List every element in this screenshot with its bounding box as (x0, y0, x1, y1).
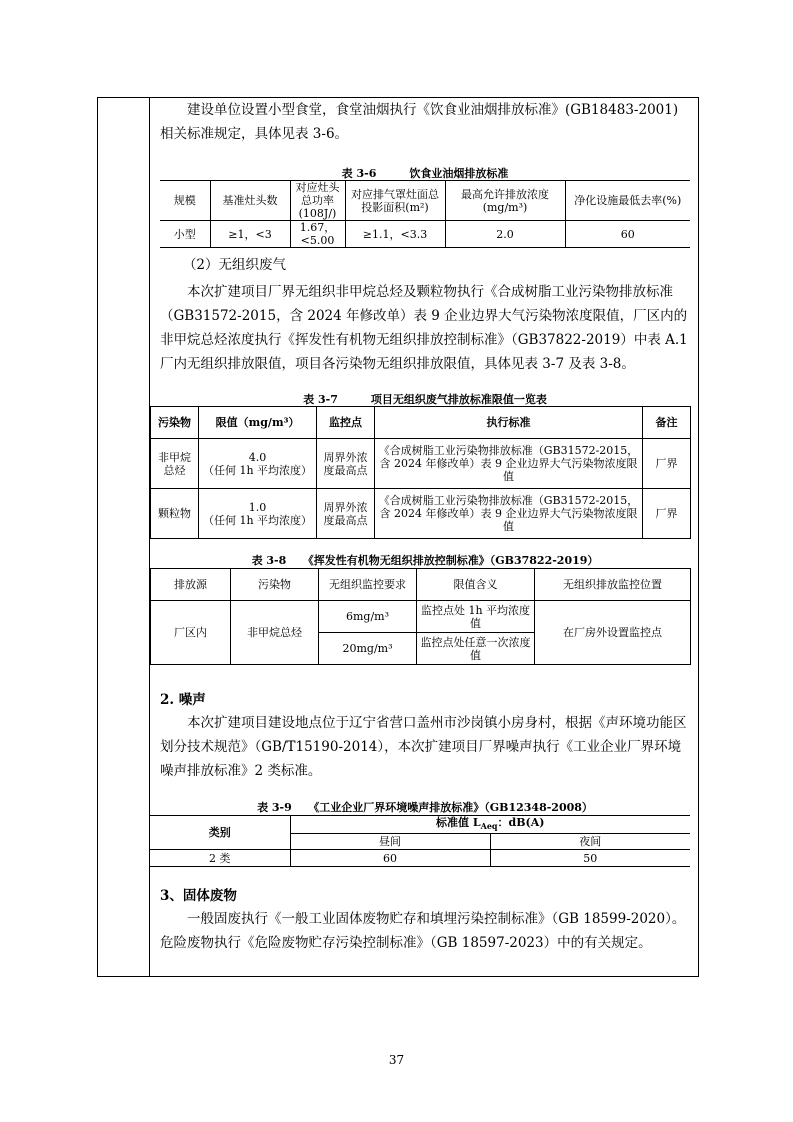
table-3-6-caption: 表 3-6 饮食业油烟排放标准 (341, 167, 509, 180)
table-row (160, 181, 690, 221)
table-row (150, 850, 690, 867)
noise-paragraph: 本次扩建项目建设地点位于辽宁省营口盖州市沙岗镇小房身村，根据《声环境功能区划分技术规范》（GB/T15190-2014），本次扩建项目厂界噪声执行《工业企业厂界环境噪声排放标准》2 类标准。 (160, 715, 687, 779)
cell-night: 50 (490, 850, 690, 867)
solid-waste-section (160, 884, 690, 955)
th-limit: 限值（mg/m³） (199, 407, 317, 439)
th-category: 类别 (150, 816, 290, 850)
th-remark: 备注 (643, 407, 691, 439)
unorganized-heading: （2）无组织废气 (182, 257, 287, 273)
th-standard: 执行标准 (375, 407, 643, 439)
table-row (151, 407, 691, 439)
cell-standard: 《合成树脂工业污染物排放标准（GB31572-2015，含 2024 年修改单）表 9 企业边界大气污染物浓度限值 (375, 489, 643, 539)
table-row (151, 489, 691, 539)
cell-requirement: 6mg/m³ (319, 601, 417, 633)
table-3-9-caption: 表 3-9 《工业企业厂界环境噪声排放标准》（GB12348-2008） (257, 801, 593, 814)
solid-waste-paragraph: 一般固废执行《一般工业固体废物贮存和填埋污染控制标准》（GB 18599-2020）。危险废物执行《危险废物贮存污染控制标准》（GB 18597-2023）中的有关规定。 (160, 911, 686, 951)
th-pollutant: 污染物 (231, 569, 319, 601)
th-point: 监控点 (317, 407, 375, 439)
table-3-9 (150, 815, 690, 867)
noise-section (160, 688, 690, 783)
th-source: 排放源 (151, 569, 231, 601)
th-day: 昼间 (290, 834, 490, 850)
table-row (150, 816, 690, 834)
cell-remark: 厂界 (643, 489, 691, 539)
cell-source: 厂区内 (151, 601, 231, 665)
page-number: 37 (388, 1053, 405, 1067)
th-requirement: 无组织监控要求 (319, 569, 417, 601)
table-row (151, 601, 691, 633)
table-3-8 (150, 568, 691, 665)
limit-value: 1.0 (248, 500, 267, 514)
th-removal-rate: 净化设施最低去率(%) (565, 181, 690, 221)
limit-note: （任何 1h 平均浓度） (202, 513, 313, 527)
cell-point: 周界外浓度最高点 (317, 439, 375, 489)
th-standard-value (290, 816, 690, 834)
intro-paragraph: 建设单位设置小型食堂，食堂油烟执行《饮食业油烟排放标准》(GB18483-2001)相关标准规定，具体见表 3-6。 (160, 102, 679, 142)
std-subscript: Aeq (480, 821, 498, 832)
cell-point: 周界外浓度最高点 (317, 489, 375, 539)
cell-removal: 60 (565, 221, 690, 248)
table-3-7-caption: 表 3-7 项目无组织废气排放标准限值一览表 (303, 393, 547, 406)
th-base-burners: 基准灶头数 (210, 181, 290, 221)
cell-power: 1.67，<5.00 (290, 221, 345, 248)
std-unit: ：dB(A) (497, 816, 545, 829)
th-location: 无组织排放监控位置 (535, 569, 691, 601)
noise-heading: 2. 噪声 (160, 692, 206, 708)
cell-category: 2 类 (150, 850, 290, 867)
th-pollutant: 污染物 (151, 407, 199, 439)
cell-meaning: 监控点处 1h 平均浓度值 (417, 601, 535, 633)
cell-remark: 厂界 (643, 439, 691, 489)
cell-pollutant: 非甲烷总烃 (231, 601, 319, 665)
th-scale: 规模 (160, 181, 210, 221)
cell-pollutant: 非甲烷总烃 (151, 439, 199, 489)
solid-waste-heading: 3、固体废物 (160, 888, 237, 904)
cell-burners: ≥1，<3 (210, 221, 290, 248)
limit-note: （任何 1h 平均浓度） (202, 463, 313, 477)
th-night: 夜间 (490, 834, 690, 850)
table-3-6 (160, 180, 690, 248)
th-meaning: 限值含义 (417, 569, 535, 601)
cell-standard: 《合成树脂工业污染物排放标准（GB31572-2015，含 2024 年修改单）表 9 企业边界大气污染物浓度限值 (375, 439, 643, 489)
cell-requirement: 20mg/m³ (319, 633, 417, 665)
th-max-concentration: 最高允许排放浓度(mg/m³) (445, 181, 565, 221)
cell-scale: 小型 (160, 221, 210, 248)
cell-meaning: 监控点处任意一次浓度值 (417, 633, 535, 665)
cell-limit (199, 439, 317, 489)
unorganized-paragraph: 本次扩建项目厂界无组织非甲烷总烃及颗粒物执行《合成树脂工业污染物排放标准（GB31572-2015，含 2024 年修改单）表 9 企业边界大气污染物浓度限值，厂区内的非甲烷总烃浓度执行《挥发性有机物无组织排放控制标准》（GB37822-2019）中表 A.1 厂内无组织排放限值，项目各污染物无组织排放限值，具体见表 3-7 及表 3-8。 (160, 284, 688, 372)
table-row (160, 221, 690, 248)
std-label: 标准值 L (436, 816, 481, 829)
table-row (151, 439, 691, 489)
table-3-7 (150, 406, 691, 539)
cell-day: 60 (290, 850, 490, 867)
th-power: 对应灶头总功率(108J/) (290, 181, 345, 221)
intro-section (160, 98, 690, 146)
cell-pollutant: 颗粒物 (151, 489, 199, 539)
cell-area: ≥1.1，<3.3 (345, 221, 445, 248)
table-row (151, 569, 691, 601)
limit-value: 4.0 (248, 450, 267, 464)
table-3-8-caption: 表 3-8 《挥发性有机物无组织排放控制标准》（GB37822-2019） (251, 554, 599, 567)
th-hood-area: 对应排气罩灶面总投影面积(m²) (345, 181, 445, 221)
unorganized-section (160, 253, 690, 376)
cell-concentration: 2.0 (445, 221, 565, 248)
cell-location: 在厂房外设置监控点 (535, 601, 691, 665)
cell-limit (199, 489, 317, 539)
